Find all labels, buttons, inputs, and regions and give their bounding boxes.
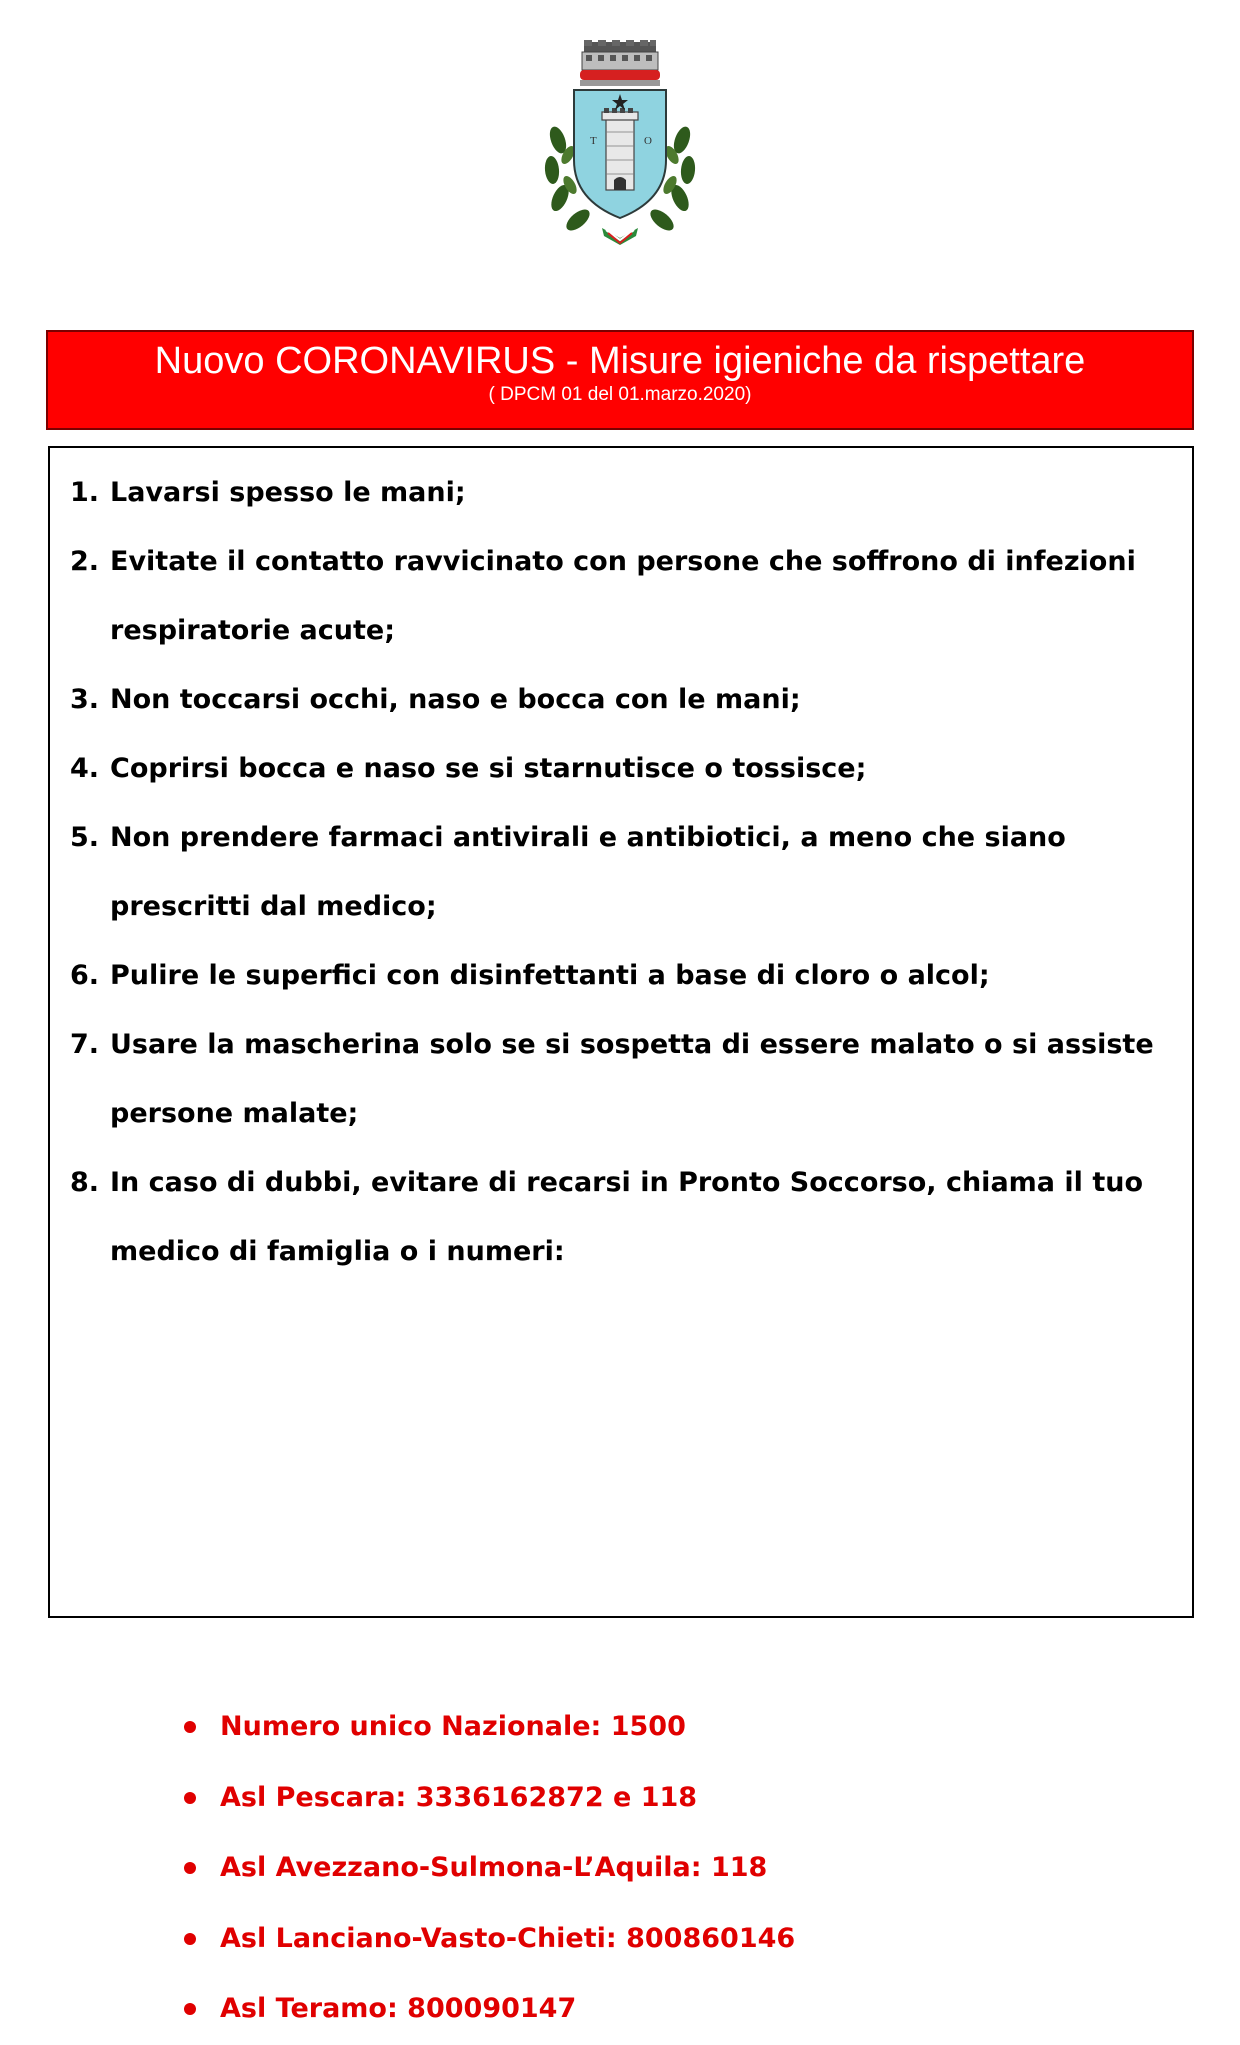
item-number: 8. (70, 1167, 100, 1198)
contact-numbers-list (184, 1692, 795, 2045)
coat-of-arms-icon (540, 40, 700, 250)
bullet-icon (184, 1792, 196, 1804)
hygiene-rules-list (70, 458, 1172, 1286)
contact-number-text: Asl Lanciano-Vasto-Chieti: 800860146 (220, 1922, 796, 1954)
list-item (70, 803, 1172, 941)
item-number: 7. (70, 1029, 100, 1060)
bullet-icon (184, 1933, 196, 1945)
item-number: 5. (70, 822, 100, 853)
item-text-continued: respiratorie acute; (110, 615, 396, 646)
list-item (70, 665, 1172, 734)
list-item (70, 1010, 1172, 1148)
contact-number-text: Asl Avezzano-Sulmona-L’Aquila: 118 (220, 1852, 768, 1883)
contact-number-text: Asl Pescara: 3336162872 e 118 (220, 1781, 698, 1813)
contact-number-item (184, 1974, 795, 2045)
banner-title: Nuovo CORONAVIRUS - Misure igieniche da rispettare (154, 340, 1086, 382)
list-item (70, 734, 1172, 803)
item-text: Pulire le superfici con disinfettanti a base di cloro o alcol; (110, 960, 990, 991)
item-number: 1. (70, 477, 100, 508)
svg-text:O: O (644, 135, 652, 147)
bullet-icon (184, 1862, 196, 1874)
banner-subtitle: ( DPCM 01 del 01.marzo.2020) (488, 384, 752, 405)
item-text: Non prendere farmaci antivirali e antibiotici, a meno che siano (110, 822, 1066, 853)
item-text-continued: medico di famiglia o i numeri: (110, 1236, 565, 1267)
list-item (70, 458, 1172, 527)
item-number: 3. (70, 684, 100, 715)
header-banner (46, 330, 1194, 430)
contact-number-item (184, 1692, 795, 1763)
contact-number-item (184, 1763, 795, 1834)
item-text-continued: persone malate; (110, 1098, 359, 1129)
item-number: 6. (70, 960, 100, 991)
list-item (70, 527, 1172, 665)
item-text: Non toccarsi occhi, naso e bocca con le mani; (110, 684, 801, 715)
contact-number-text: Asl Teramo: 800090147 (220, 1993, 577, 2024)
rules-box (48, 446, 1194, 2024)
item-text-continued: prescritti dal medico; (110, 891, 437, 922)
list-item (70, 941, 1172, 1010)
contact-number-item (184, 1833, 795, 1904)
bullet-icon (184, 2003, 196, 2015)
item-text: In caso di dubbi, evitare di recarsi in Pronto Soccorso, chiama il tuo (110, 1167, 1144, 1198)
svg-text:T: T (590, 135, 597, 147)
item-text: Coprirsi bocca e naso se si starnutisce o tossisce; (110, 753, 867, 784)
item-number: 4. (70, 753, 100, 784)
list-item (70, 1148, 1172, 1286)
item-text: Evitate il contatto ravvicinato con persone che soffrono di infezioni (110, 546, 1136, 577)
contact-number-text: Numero unico Nazionale: 1500 (220, 1711, 686, 1742)
contact-number-item (184, 1904, 795, 1975)
item-text: Lavarsi spesso le mani; (110, 477, 466, 508)
item-number: 2. (70, 546, 100, 577)
bullet-icon (184, 1721, 196, 1733)
item-text: Usare la mascherina solo se si sospetta di essere malato o si assiste (110, 1029, 1154, 1060)
